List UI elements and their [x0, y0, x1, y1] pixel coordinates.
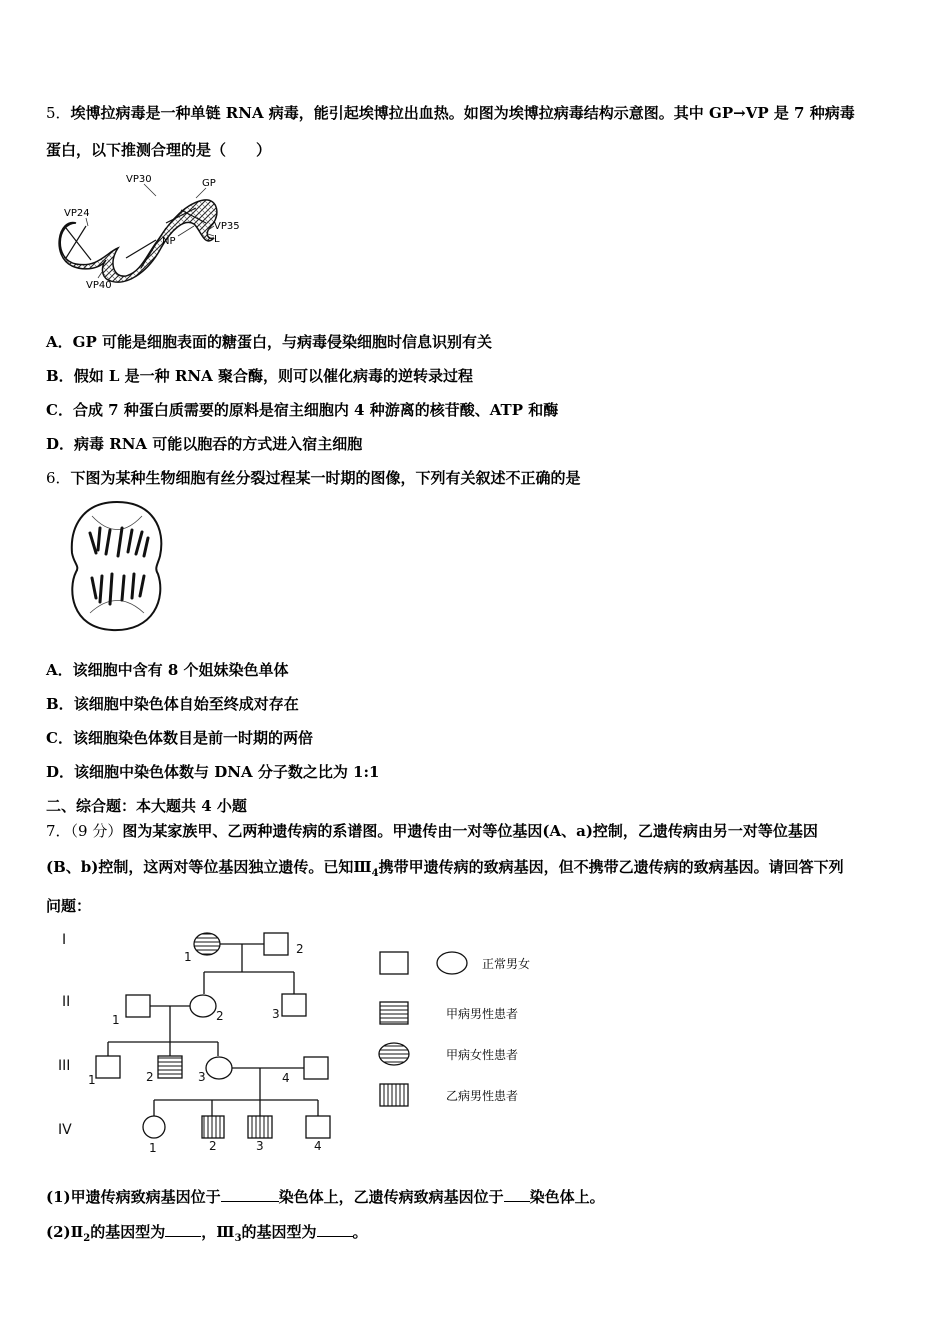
svg-text:4: 4 [314, 1139, 322, 1153]
gen-label-iv: IV [58, 1122, 72, 1138]
i2-normal-male [264, 933, 288, 955]
gen-label-i: I [62, 932, 67, 948]
section2-heading: 二、综合题：本大题共 4 小题 [46, 797, 247, 815]
legend-a-female [379, 1043, 409, 1065]
iv2-affected-male-b [202, 1116, 224, 1138]
iii1-normal-male [96, 1056, 120, 1078]
label-vp24: VP24 [64, 208, 90, 219]
gen-label-iii: III [58, 1058, 71, 1074]
svg-text:4: 4 [282, 1071, 290, 1085]
svg-text:3: 3 [272, 1007, 280, 1021]
svg-text:1: 1 [112, 1013, 120, 1027]
legend-a-male-label: 甲病男性患者 [446, 1007, 519, 1021]
iii4-normal-male [304, 1057, 328, 1079]
q7-stem-line1: 7．（9 分）图为某家族甲、乙两种遗传病的系谱图。甲遗传由一对等位基因(A、a)控制，乙遗传病由另一对等位基因 [46, 822, 818, 840]
q5-option-b: B．假如 L 是一种 RNA 聚合酶，则可以催化病毒的逆转录过程 [46, 367, 473, 385]
svg-text:2: 2 [146, 1070, 154, 1084]
ii1-normal-male [126, 995, 150, 1017]
svg-text:2: 2 [216, 1009, 224, 1023]
pedigree-chart [46, 924, 566, 1154]
svg-text:1: 1 [149, 1141, 157, 1154]
answer-blank[interactable] [317, 1222, 353, 1237]
svg-text:2: 2 [209, 1139, 217, 1153]
q7-subquestion-2: $(2)Ⅱ_2$的基因型为 ，$Ⅲ_3$的基因型为 。 [46, 1223, 368, 1244]
legend-normal-male [380, 952, 408, 974]
answer-blank[interactable] [504, 1187, 530, 1202]
svg-text:3: 3 [198, 1070, 206, 1084]
q6-option-d: D．该细胞中染色体数与 DNA 分子数之比为 1:1 [46, 763, 380, 781]
cell-outline [72, 502, 162, 630]
mitosis-cell-diagram [62, 498, 172, 636]
q6-option-c: C．该细胞染色体数目是前一时期的两倍 [46, 729, 313, 747]
q5-option-d: D．病毒 RNA 可能以胞吞的方式进入宿主细胞 [46, 435, 363, 453]
answer-blank[interactable] [221, 1187, 279, 1202]
q6-option-a: A．该细胞中含有 8 个姐妹染色单体 [46, 661, 289, 679]
svg-text:2: 2 [296, 942, 304, 956]
legend-normal-label: 正常男女 [482, 957, 531, 971]
q6-option-b: B．该细胞中染色体自始至终成对存在 [46, 695, 299, 713]
iv4-normal-male [306, 1116, 330, 1138]
legend-a-female-label: 甲病女性患者 [446, 1048, 519, 1062]
ii2-normal-female [190, 995, 216, 1017]
q7-stem-line3: 问题： [46, 897, 92, 915]
legend-b-male-label: 乙病男性患者 [446, 1089, 519, 1103]
q6-stem: 6．下图为某种生物细胞有丝分裂过程某一时期的图像，下列有关叙述不正确的是 [46, 469, 581, 487]
label-vp35: VP35 [214, 221, 240, 232]
q6-number: 6． [46, 469, 71, 487]
i1-affected-female [194, 933, 220, 955]
gen-label-ii: II [62, 994, 71, 1010]
q7-stem-line2: (B、b)控制，这两对等位基因独立遗传。已知$Ⅲ_4$携带甲遗传病的致病基因，但不携带乙遗传病的致病基因。请回答下列 [46, 858, 844, 879]
label-gp: GP [202, 178, 216, 189]
q5-stem-line1 [46, 103, 855, 123]
q5-stem-text1: 埃博拉病毒是一种单链 RNA 病毒，能引起埃博拉出血热。如图为埃博拉病毒结构示意图。其中 GP→VP 是 7 种病毒 [70, 104, 855, 122]
iv3-affected-male-b [248, 1116, 272, 1138]
svg-text:3: 3 [256, 1139, 264, 1153]
q5-option-c: C．合成 7 种蛋白质需要的原料是宿主细胞内 4 种游离的核苷酸、ATP 和酶 [46, 401, 559, 419]
q5-option-a: A．GP 可能是细胞表面的糖蛋白，与病毒侵染细胞时信息识别有关 [46, 333, 492, 351]
label-vp40: VP40 [86, 280, 112, 291]
legend-a-male [380, 1002, 408, 1024]
legend-normal-female [437, 952, 467, 974]
legend-b-male [380, 1084, 408, 1106]
iii2-affected-male-a [158, 1056, 182, 1078]
iv1-normal-female [143, 1116, 165, 1138]
svg-text:1: 1 [88, 1073, 96, 1087]
q7-subquestion-1: (1)甲遗传病致病基因位于 染色体上，乙遗传病致病基因位于 染色体上。 [46, 1188, 605, 1206]
label-l: L [214, 234, 220, 245]
q5-number: 5． [46, 104, 71, 122]
svg-text:1: 1 [184, 950, 192, 964]
ii3-normal-male [282, 994, 306, 1016]
iii3-normal-female [206, 1057, 232, 1079]
q5-stem-line2: 蛋白，以下推测合理的是（ ） [46, 141, 272, 159]
label-np: NP [162, 236, 176, 247]
ebola-virus-diagram [46, 168, 256, 293]
label-vp30: VP30 [126, 174, 152, 185]
answer-blank[interactable] [165, 1222, 201, 1237]
